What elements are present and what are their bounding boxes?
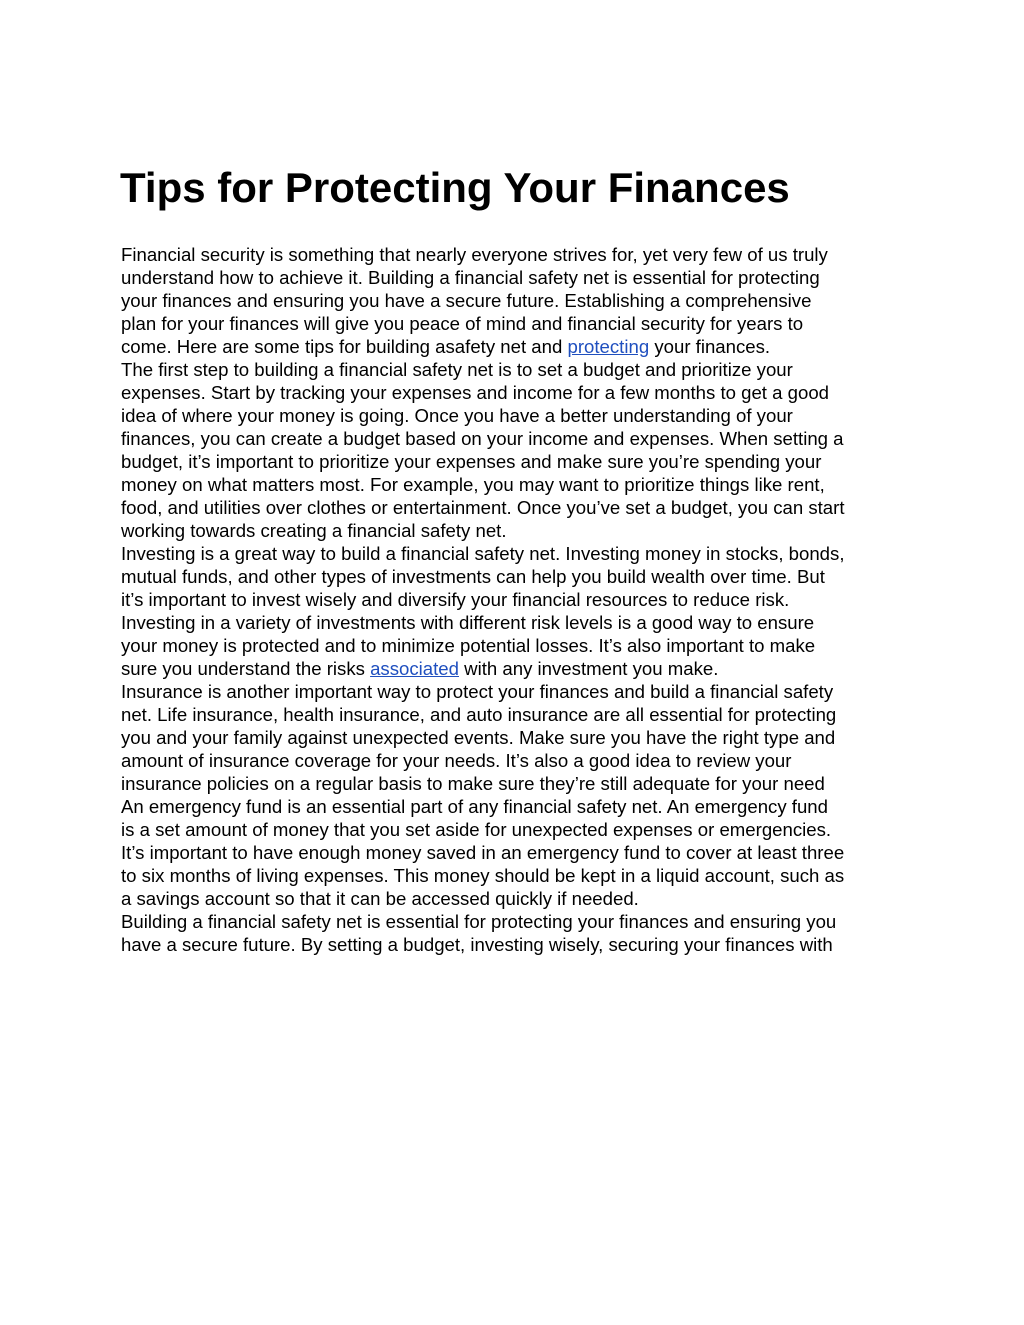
text-line: working towards creating a financial safety net. xyxy=(121,520,507,541)
text-line: expenses. Start by tracking your expenses and income for a few months to get a good xyxy=(121,382,829,403)
text-segment: with any investment you make. xyxy=(459,658,719,679)
text-line: Financial security is something that nearly everyone strives for, yet very few of us truly xyxy=(121,244,828,265)
text-line: It’s important to have enough money saved in an emergency fund to cover at least three xyxy=(121,842,845,863)
text-line: plan for your finances will give you peace of mind and financial security for years to xyxy=(121,313,804,334)
text-line: you and your family against unexpected events. Make sure you have the right type and xyxy=(121,727,836,748)
text-line: have a secure future. By setting a budget, investing wisely, securing your finances with xyxy=(121,934,833,955)
text-line: money on what matters most. For example, you may want to prioritize things like rent, xyxy=(121,474,825,495)
text-line: insurance policies on a regular basis to make sure they’re still adequate for your need xyxy=(121,773,825,794)
associated-link[interactable]: associated xyxy=(370,658,459,679)
text-segment: sure you understand the risks xyxy=(121,658,371,679)
text-line: it’s important to invest wisely and diversify your financial resources to reduce risk. xyxy=(121,589,790,610)
text-line: a savings account so that it can be accessed quickly if needed. xyxy=(121,888,639,909)
paragraph-investing xyxy=(121,542,921,680)
text-line: your finances and ensuring you have a secure future. Establishing a comprehensive xyxy=(121,290,812,311)
document-body xyxy=(121,243,921,956)
text-line: idea of where your money is going. Once you have a better understanding of your xyxy=(121,405,793,426)
text-line: Building a financial safety net is essential for protecting your finances and ensuring you xyxy=(121,911,837,932)
text-segment: come. Here are some tips for building asafety net and xyxy=(121,336,568,357)
text-line: finances, you can create a budget based on your income and expenses. When setting a xyxy=(121,428,844,449)
text-line: An emergency fund is an essential part of any financial safety net. An emergency fund xyxy=(121,796,828,817)
protecting-link[interactable]: protecting xyxy=(567,336,650,357)
text-line: amount of insurance coverage for your needs. It’s also a good idea to review your xyxy=(121,750,792,771)
text-line: mutual funds, and other types of investments can help you build wealth over time. But xyxy=(121,566,825,587)
text-line: understand how to achieve it. Building a financial safety net is essential for protecting xyxy=(121,267,820,288)
paragraph-insurance xyxy=(121,680,921,795)
text-line-with-link xyxy=(121,335,921,358)
text-line: net. Life insurance, health insurance, and auto insurance are all essential for protecting xyxy=(121,704,837,725)
text-line: Investing is a great way to build a financial safety net. Investing money in stocks, bonds, xyxy=(121,543,845,564)
paragraph-intro xyxy=(121,243,921,358)
page-title: Tips for Protecting Your Finances xyxy=(120,164,790,211)
text-line: food, and utilities over clothes or entertainment. Once you’ve set a budget, you can start xyxy=(121,497,845,518)
text-line: to six months of living expenses. This money should be kept in a liquid account, such as xyxy=(121,865,845,886)
text-line-with-link xyxy=(121,657,921,680)
text-line: is a set amount of money that you set aside for unexpected expenses or emergencies. xyxy=(121,819,832,840)
paragraph-budget xyxy=(121,358,921,542)
text-segment: your finances. xyxy=(649,336,771,357)
text-line: Insurance is another important way to protect your finances and build a financial safety xyxy=(121,681,834,702)
paragraph-conclusion xyxy=(121,910,921,956)
text-line: The first step to building a financial safety net is to set a budget and prioritize your xyxy=(121,359,793,380)
text-line: Investing in a variety of investments with different risk levels is a good way to ensure xyxy=(121,612,815,633)
text-line: your money is protected and to minimize potential losses. It’s also important to make xyxy=(121,635,816,656)
text-line: budget, it’s important to prioritize your expenses and make sure you’re spending your xyxy=(121,451,822,472)
paragraph-emergency-fund xyxy=(121,795,921,910)
